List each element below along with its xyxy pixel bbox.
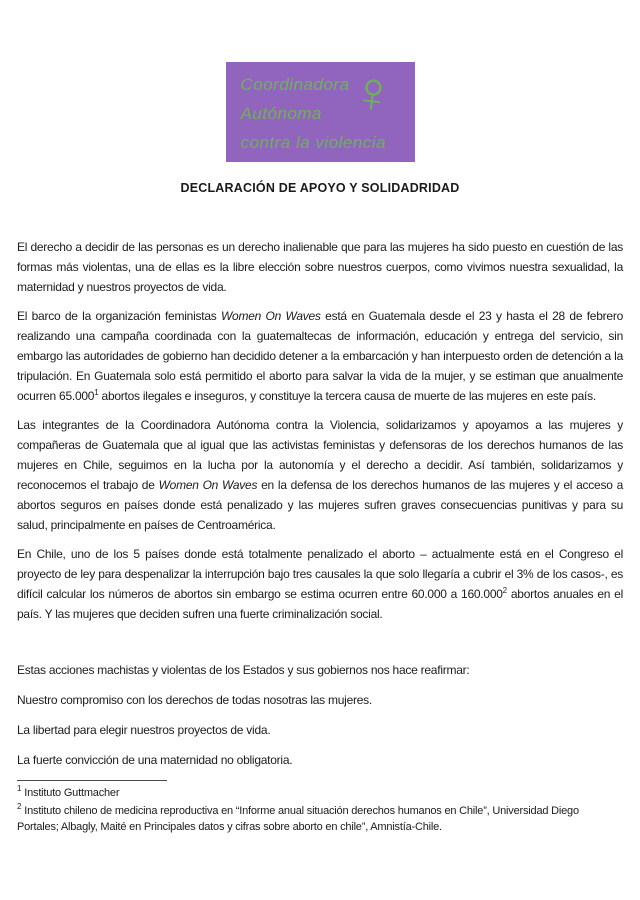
statement-commitment: Nuestro compromiso con los derechos de todas nosotras las mujeres. — [17, 693, 373, 707]
statement-motherhood: La fuerte convicción de una maternidad no obligatoria. — [17, 753, 293, 767]
statement-intro: Estas acciones machistas y violentas de los Estados y sus gobiernos nos hace reafirmar: — [17, 663, 470, 677]
footnote-2-marker: 2 — [17, 802, 22, 812]
footnote-2 — [17, 803, 623, 835]
footnote-2-text: Instituto chileno de medicina reproductiva en “Informe anual situación derechos humanos en Chile”, Universidad Diego Portales; Albagly, Maité en Principales datos y cifras sobre aborto en chile”, Amnistía-Chile. — [17, 805, 579, 833]
org-logo — [226, 57, 415, 162]
footnote-separator — [17, 780, 167, 781]
female-symbol-icon: ♀ — [347, 57, 399, 128]
document-body — [0, 237, 640, 835]
paragraph-coordinadora-solidarity: Las integrantes de la Coordinadora Autónoma contra la Violencia, solidarizamos y apoyamos a las mujeres y compañeras de Guatemala que al igual que las activistas feministas y defensoras de los derechos humanos de las mujeres en Chile, seguimos en la lucha por la autonomía y el derecho a decidir. Así también, solidarizamos y reconocemos el trabajo de Women On Waves en la defensa de los derechos humanos de las mujeres y el acceso a abortos seguros en países donde está penalizado y las mujeres sufren graves consecuencias punitivas y para su salud, principalmente en países de Centroamérica. — [17, 418, 623, 532]
statements-section — [17, 660, 623, 770]
logo-line-1: Coordinadora — [240, 75, 350, 94]
footnote-1-text: Instituto Guttmacher — [24, 787, 120, 799]
document-title: DECLARACIÓN DE APOYO Y SOLIDADRIDAD — [180, 181, 460, 195]
logo-line-3: contra la violencia — [240, 133, 387, 152]
footnote-1 — [17, 785, 623, 801]
paragraph-right-to-decide: El derecho a decidir de las personas es un derecho inalienable que para las mujeres ha sido puesto en cuestión de las formas más violentas, una de ellas es la libre elección sobre nuestros cuerpos, como vivimos nuestra sexualidad, la maternidad y nuestros proyectos de vida. — [17, 240, 623, 294]
paragraph-women-on-waves-guatemala: El barco de la organización feministas Women On Waves está en Guatemala desde el 23 y hasta el 28 de febrero realizando una campaña coordinada con la guatemaltecas de información, educación y entrega del servicio, sin embargo las autoridades de gobierno han decidido detener a la embarcación y han interpuesto orden de detención a la tripulación. En Guatemala solo está permitido el aborto para salvar la vida de la mujer, y se estiman que anualmente ocurren 65.000$^1$ abortos ilegales e inseguros, y constituye la tercera causa de muerte de las mujeres en este país. — [17, 309, 623, 403]
footnotes-section — [17, 785, 623, 835]
footnote-1-marker: 1 — [17, 784, 22, 794]
logo-line-2: Autónoma — [240, 104, 322, 123]
paragraph-chile-situation: En Chile, uno de los 5 países donde está totalmente penalizado el aborto – actualmente está en el Congreso el proyecto de ley para despenalizar la interrupción bajo tres causales la que solo llegaría a cubrir el 3% de los casos-, es difícil calcular los números de abortos sin embargo se estima ocurren entre 60.000 a 160.000$^2$ abortos anuales en el país. Y las mujeres que deciden sufren una fuerte criminalización social. — [17, 547, 623, 621]
statement-freedom: La libertad para elegir nuestros proyectos de vida. — [17, 723, 271, 737]
